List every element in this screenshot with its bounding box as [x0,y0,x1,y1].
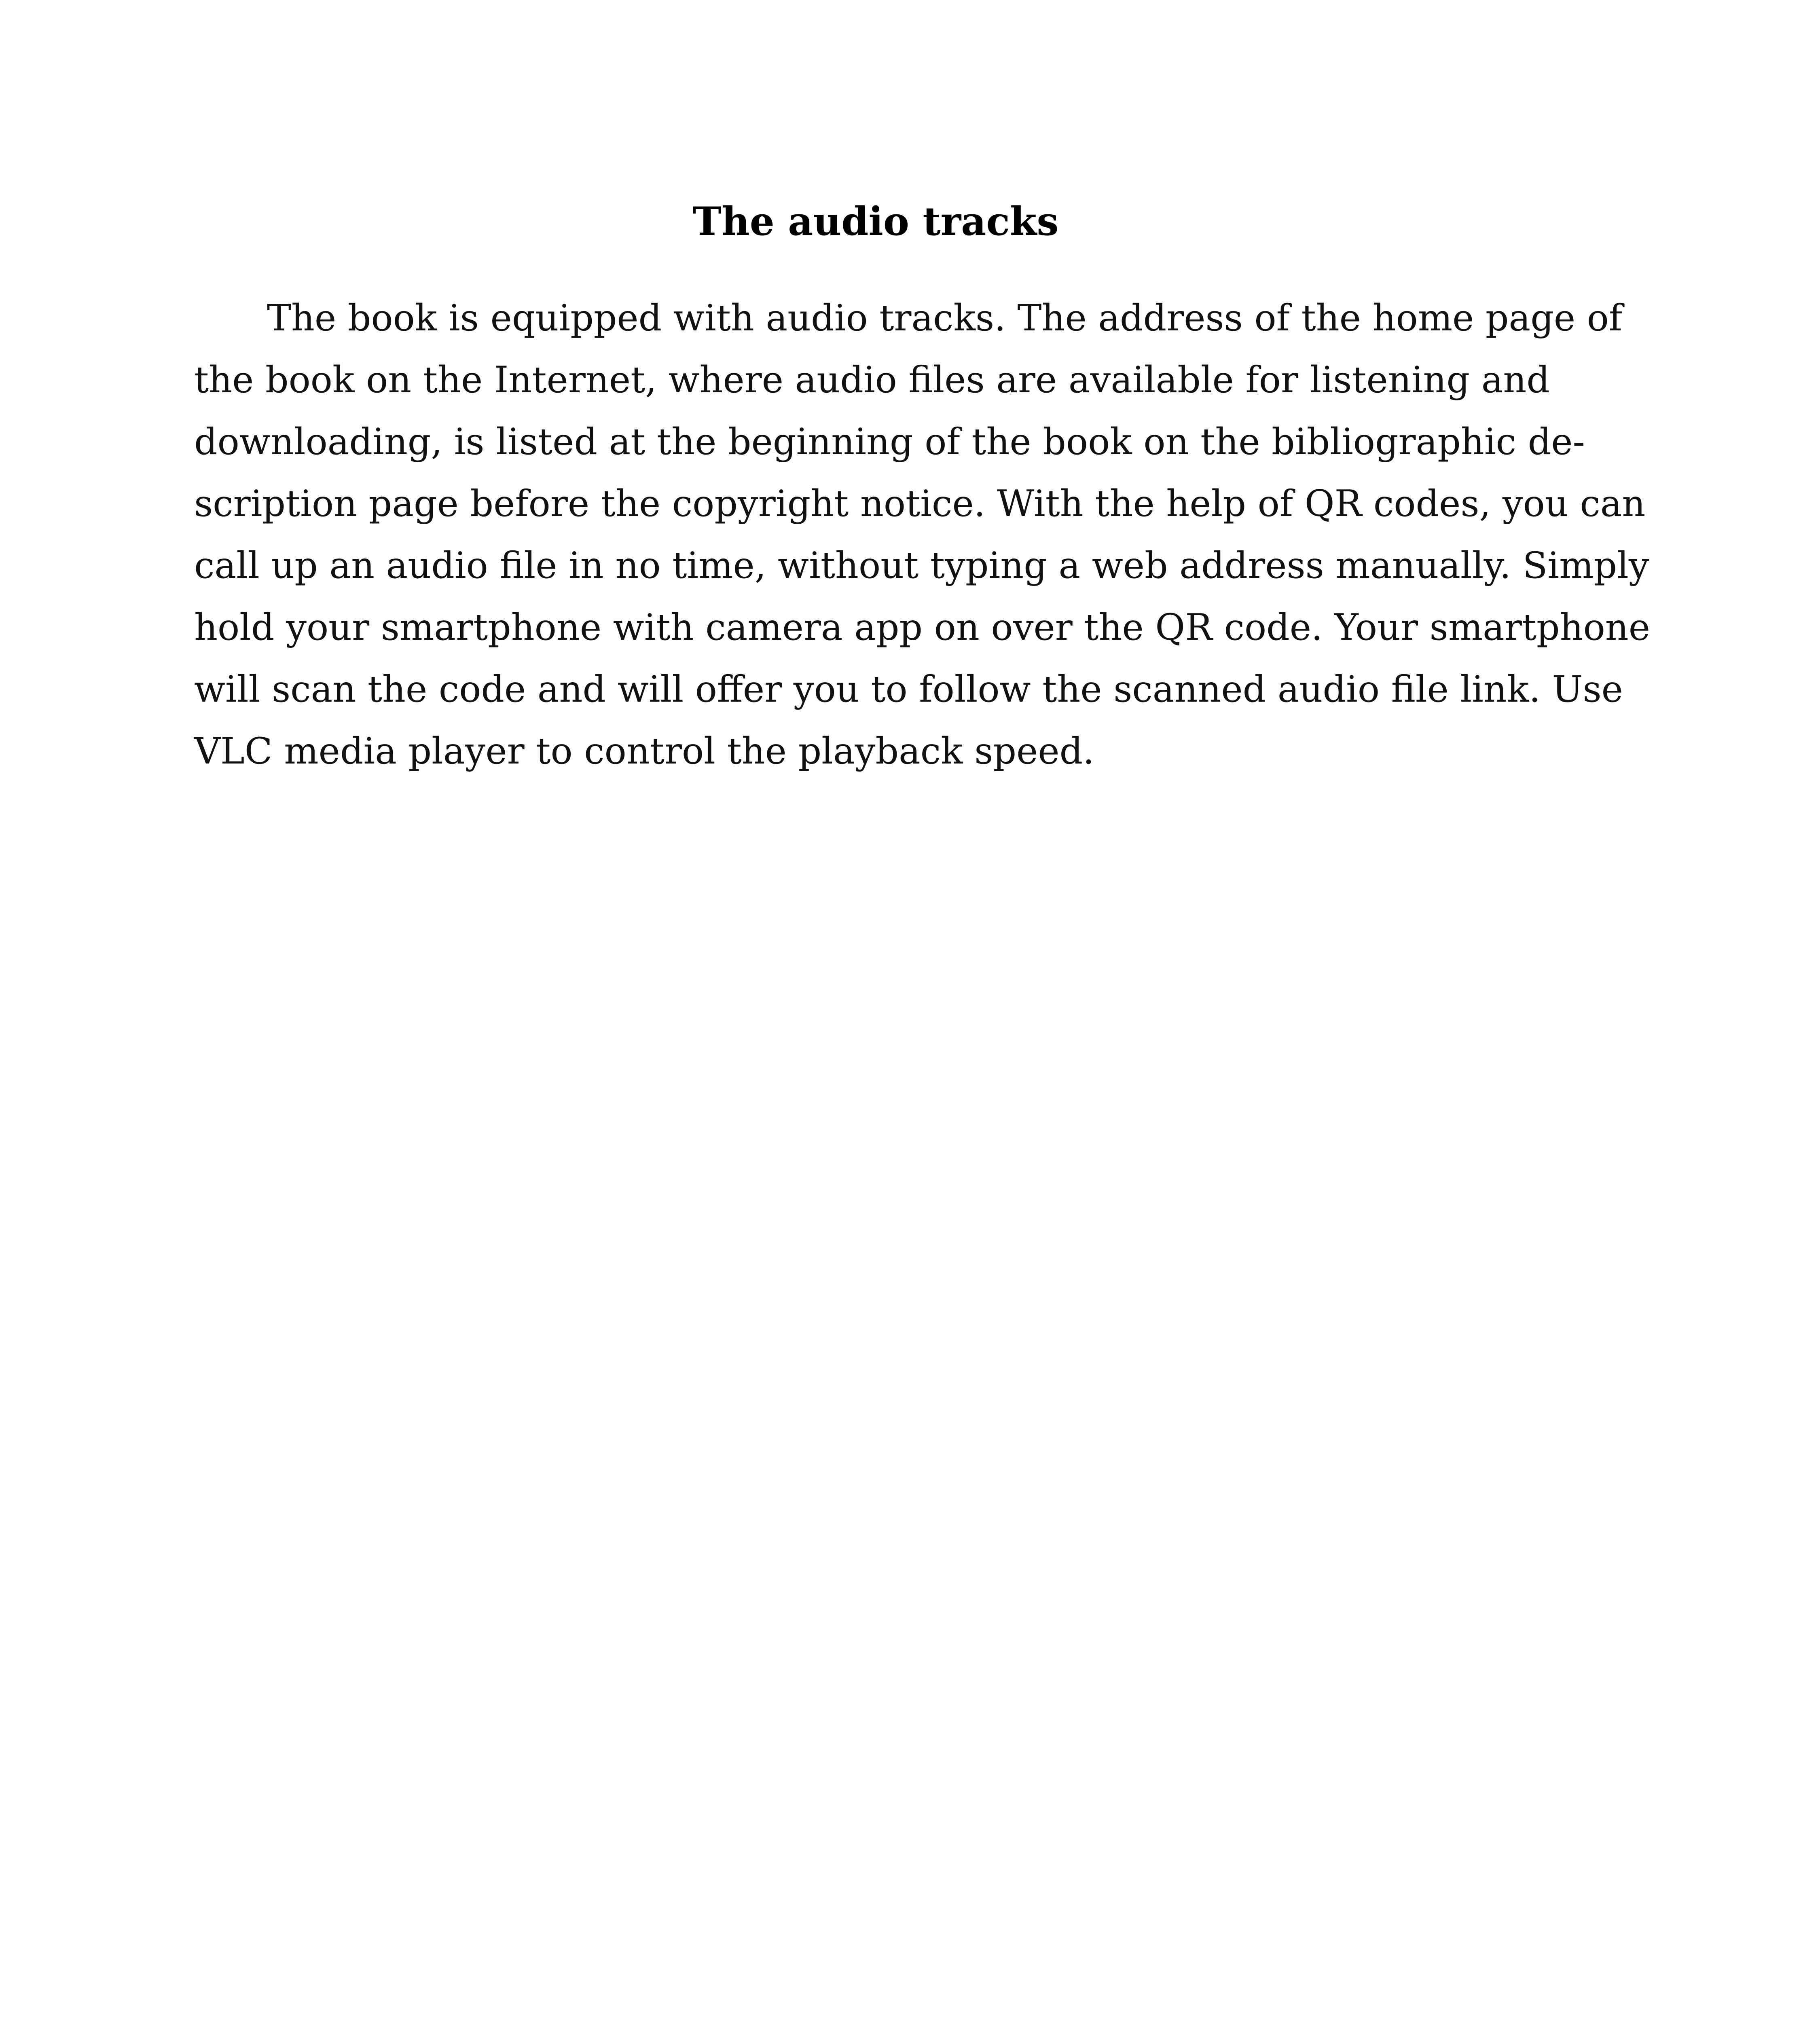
paragraph-line: downloading, is listed at the beginning of the book on the bibliographic de- [194,421,1585,463]
section-heading: The audio tracks [692,199,1059,244]
paragraph-line: scription page before the copyright notice. With the help of QR codes, you can [194,482,1646,525]
paragraph-line: hold your smartphone with camera app on over the QR code. Your smartphone [194,606,1650,649]
body-paragraph [194,287,1771,782]
paragraph-line: The book is equipped with audio tracks. The address of the home page of [267,297,1623,339]
paragraph-line: the book on the Internet, where audio files are available for listening and [194,359,1550,401]
paragraph-line: call up an audio file in no time, without typing a web address manually. Simply [194,544,1649,587]
paragraph-line: will scan the code and will offer you to follow the scanned audio file link. Use [194,668,1623,711]
paragraph-line: VLC media player to control the playback speed. [194,730,1094,772]
